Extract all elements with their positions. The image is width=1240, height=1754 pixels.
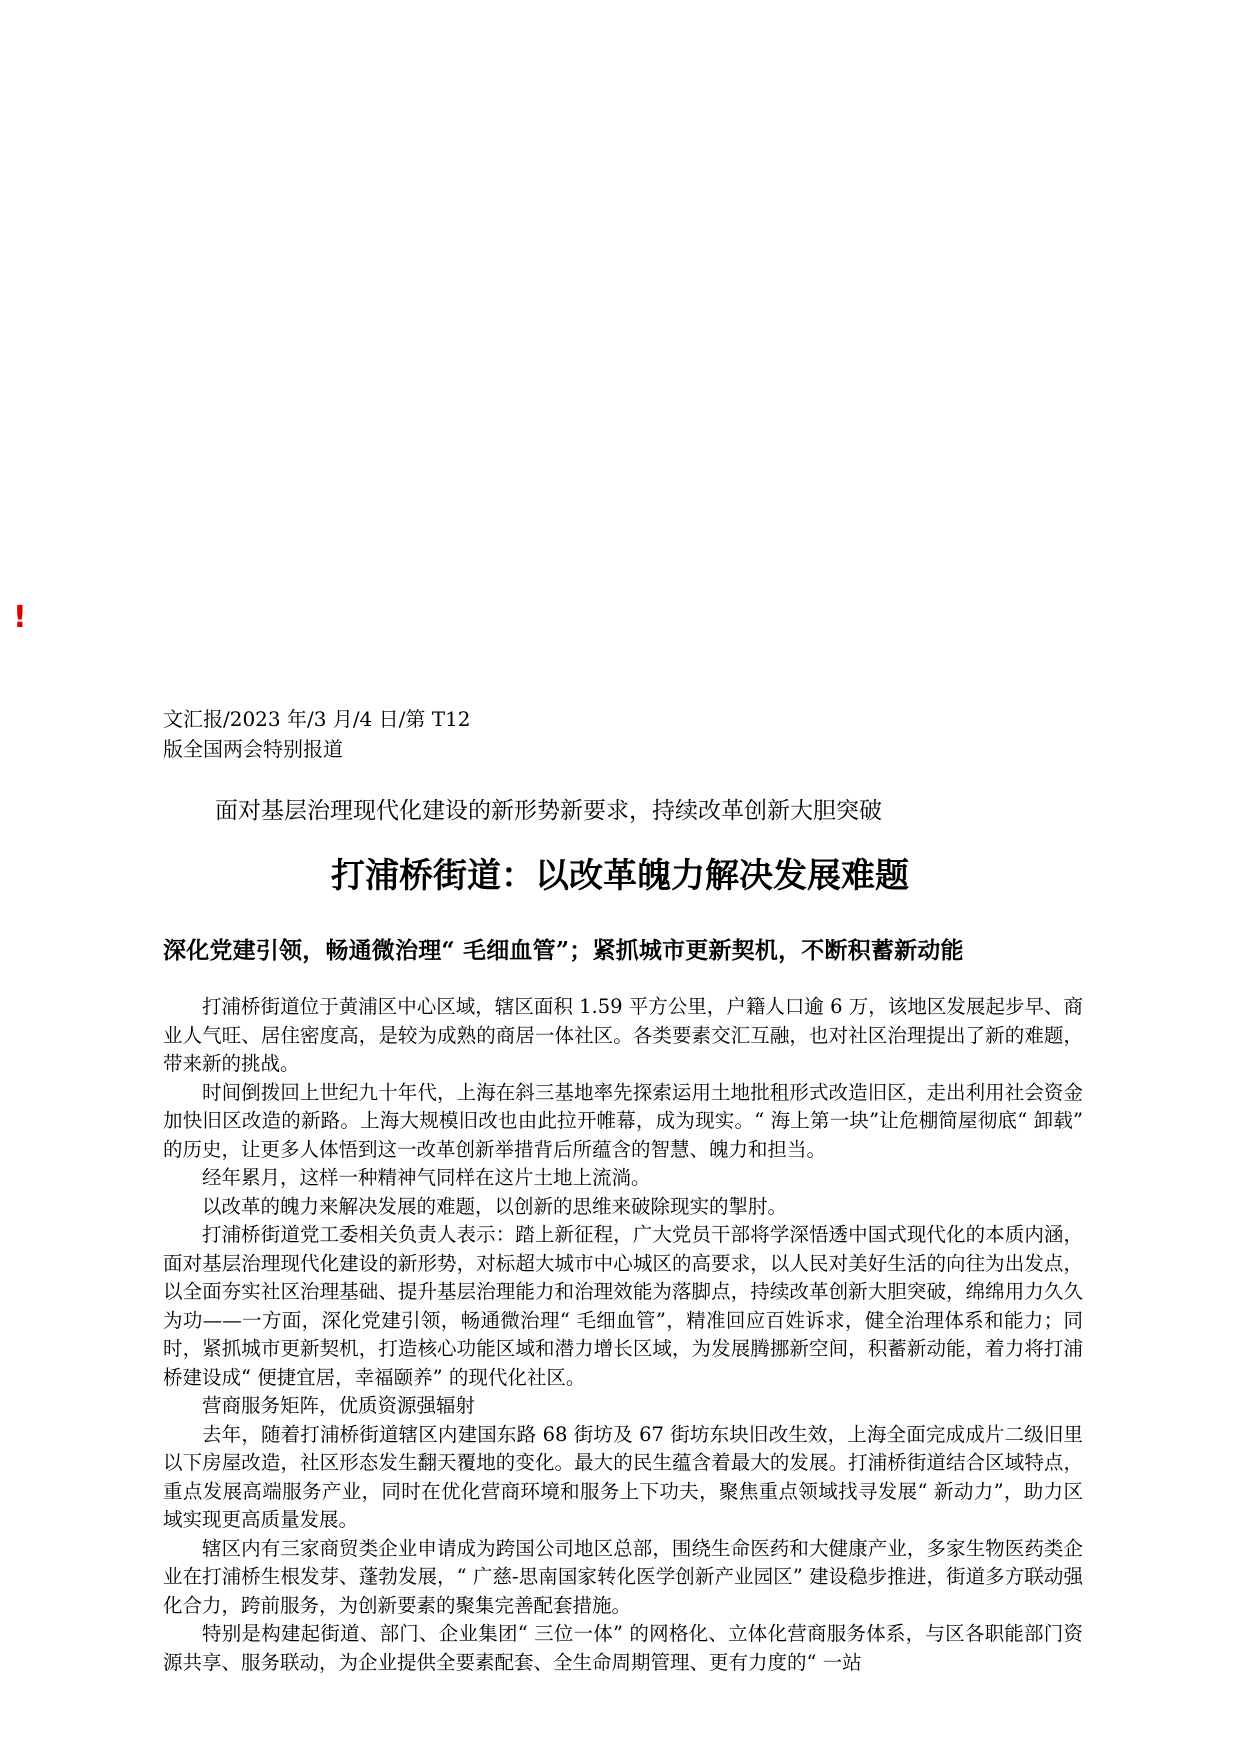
paragraph: 打浦桥街道党工委相关负责人表示：踏上新征程，广大党员干部将学深悟透中国式现代化的本质内涵，面对基层治理现代化建设的新形势，对标超大城市中心城区的高要求，以人民对美好生活的向往为出发点，以全面夯实社区治理基础、提升基层治理能力和治理效能为落脚点，持续改革创新大胆突破，绵绵用力久久为功——一方面，深化党建引领，畅通微治理“ 毛细血管”，精准回应百姓诉求，健全治理体系和能力；同时，紧抓城市更新契机，打造核心功能区域和潜力增长区域，为发展腾挪新空间，积蓄新动能，着力将打浦桥建设成“ 便捷宜居，幸福颐养” 的现代化社区。 — [163, 1223, 1083, 1389]
paragraph: 时间倒拨回上世纪九十年代，上海在斜三基地率先探索运用土地批租形式改造旧区，走出利用社会资金加快旧区改造的新路。上海大规模旧改也由此拉开帷幕，成为现实。“ 海上第一块”让危棚简屋彻底“ 卸载” 的历史，让更多人体悟到这一改革创新举措背后所蕴含的智慧、魄力和担当。 — [163, 1080, 1083, 1161]
source-line-2: 版全国两会特别报道 — [163, 737, 343, 761]
section-heading: 营商服务矩阵，优质资源强辐射 — [202, 1394, 476, 1417]
article-body — [163, 993, 1083, 1677]
source-line-1: 文汇报/2023 年/3 月/4 日/第 T12 — [163, 707, 471, 731]
main-headline: 打浦桥街道：以改革魄力解决发展难题 — [331, 856, 909, 896]
paragraph: 辖区内有三家商贸类企业申请成为跨国公司地区总部，围绕生命医药和大健康产业，多家生物医药类企业在打浦桥生根发芽、蓬勃发展，“ 广慈-思南国家转化医学创新产业园区” 建设稳步推进，街道多方联动强化合力，跨前服务，为创新要素的聚集完善配套措施。 — [163, 1536, 1083, 1617]
source-line — [163, 704, 763, 764]
paragraph: 以改革的魄力来解决发展的难题，以创新的思维来破除现实的掣肘。 — [202, 1194, 788, 1218]
paragraph: 打浦桥街道位于黄浦区中心区域，辖区面积 1.59 平方公里，户籍人口逾 6 万，该地区发展起步早、商业人气旺、居住密度高，是较为成熟的商居一体社区。各类要素交汇互融，也对社区治理提出了新的难题，带来新的挑战。 — [163, 995, 1083, 1075]
paragraph: 去年，随着打浦桥街道辖区内建国东路 68 街坊及 67 街坊东块旧改生效，上海全面完成成片二级旧里以下房屋改造，社区形态发生翻天覆地的变化。最大的民生蕴含着最大的发展。打浦桥街道结合区域特点，重点发展高端服务产业，同时在优化营商环境和服务上下功夫，聚焦重点领域找寻发展“ 新动力”，助力区域实现更高质量发展。 — [163, 1422, 1083, 1531]
sub-headline: 深化党建引领，畅通微治理“ 毛细血管”；紧抓城市更新契机，不断积蓄新动能 — [163, 937, 964, 964]
paragraph: 特别是构建起街道、部门、企业集团“ 三位一体” 的网格化、立体化营商服务体系，与区各职能部门资源共享、服务联动，为企业提供全要素配套、全生命周期管理、更有力度的“ 一站 — [163, 1622, 1083, 1674]
kicker-headline: 面对基层治理现代化建设的新形势新要求，持续改革创新大胆突破 — [215, 798, 882, 824]
red-exclamation-mark: ! — [13, 600, 27, 635]
paragraph: 经年累月，这样一种精神气同样在这片土地上流淌。 — [202, 1166, 651, 1189]
